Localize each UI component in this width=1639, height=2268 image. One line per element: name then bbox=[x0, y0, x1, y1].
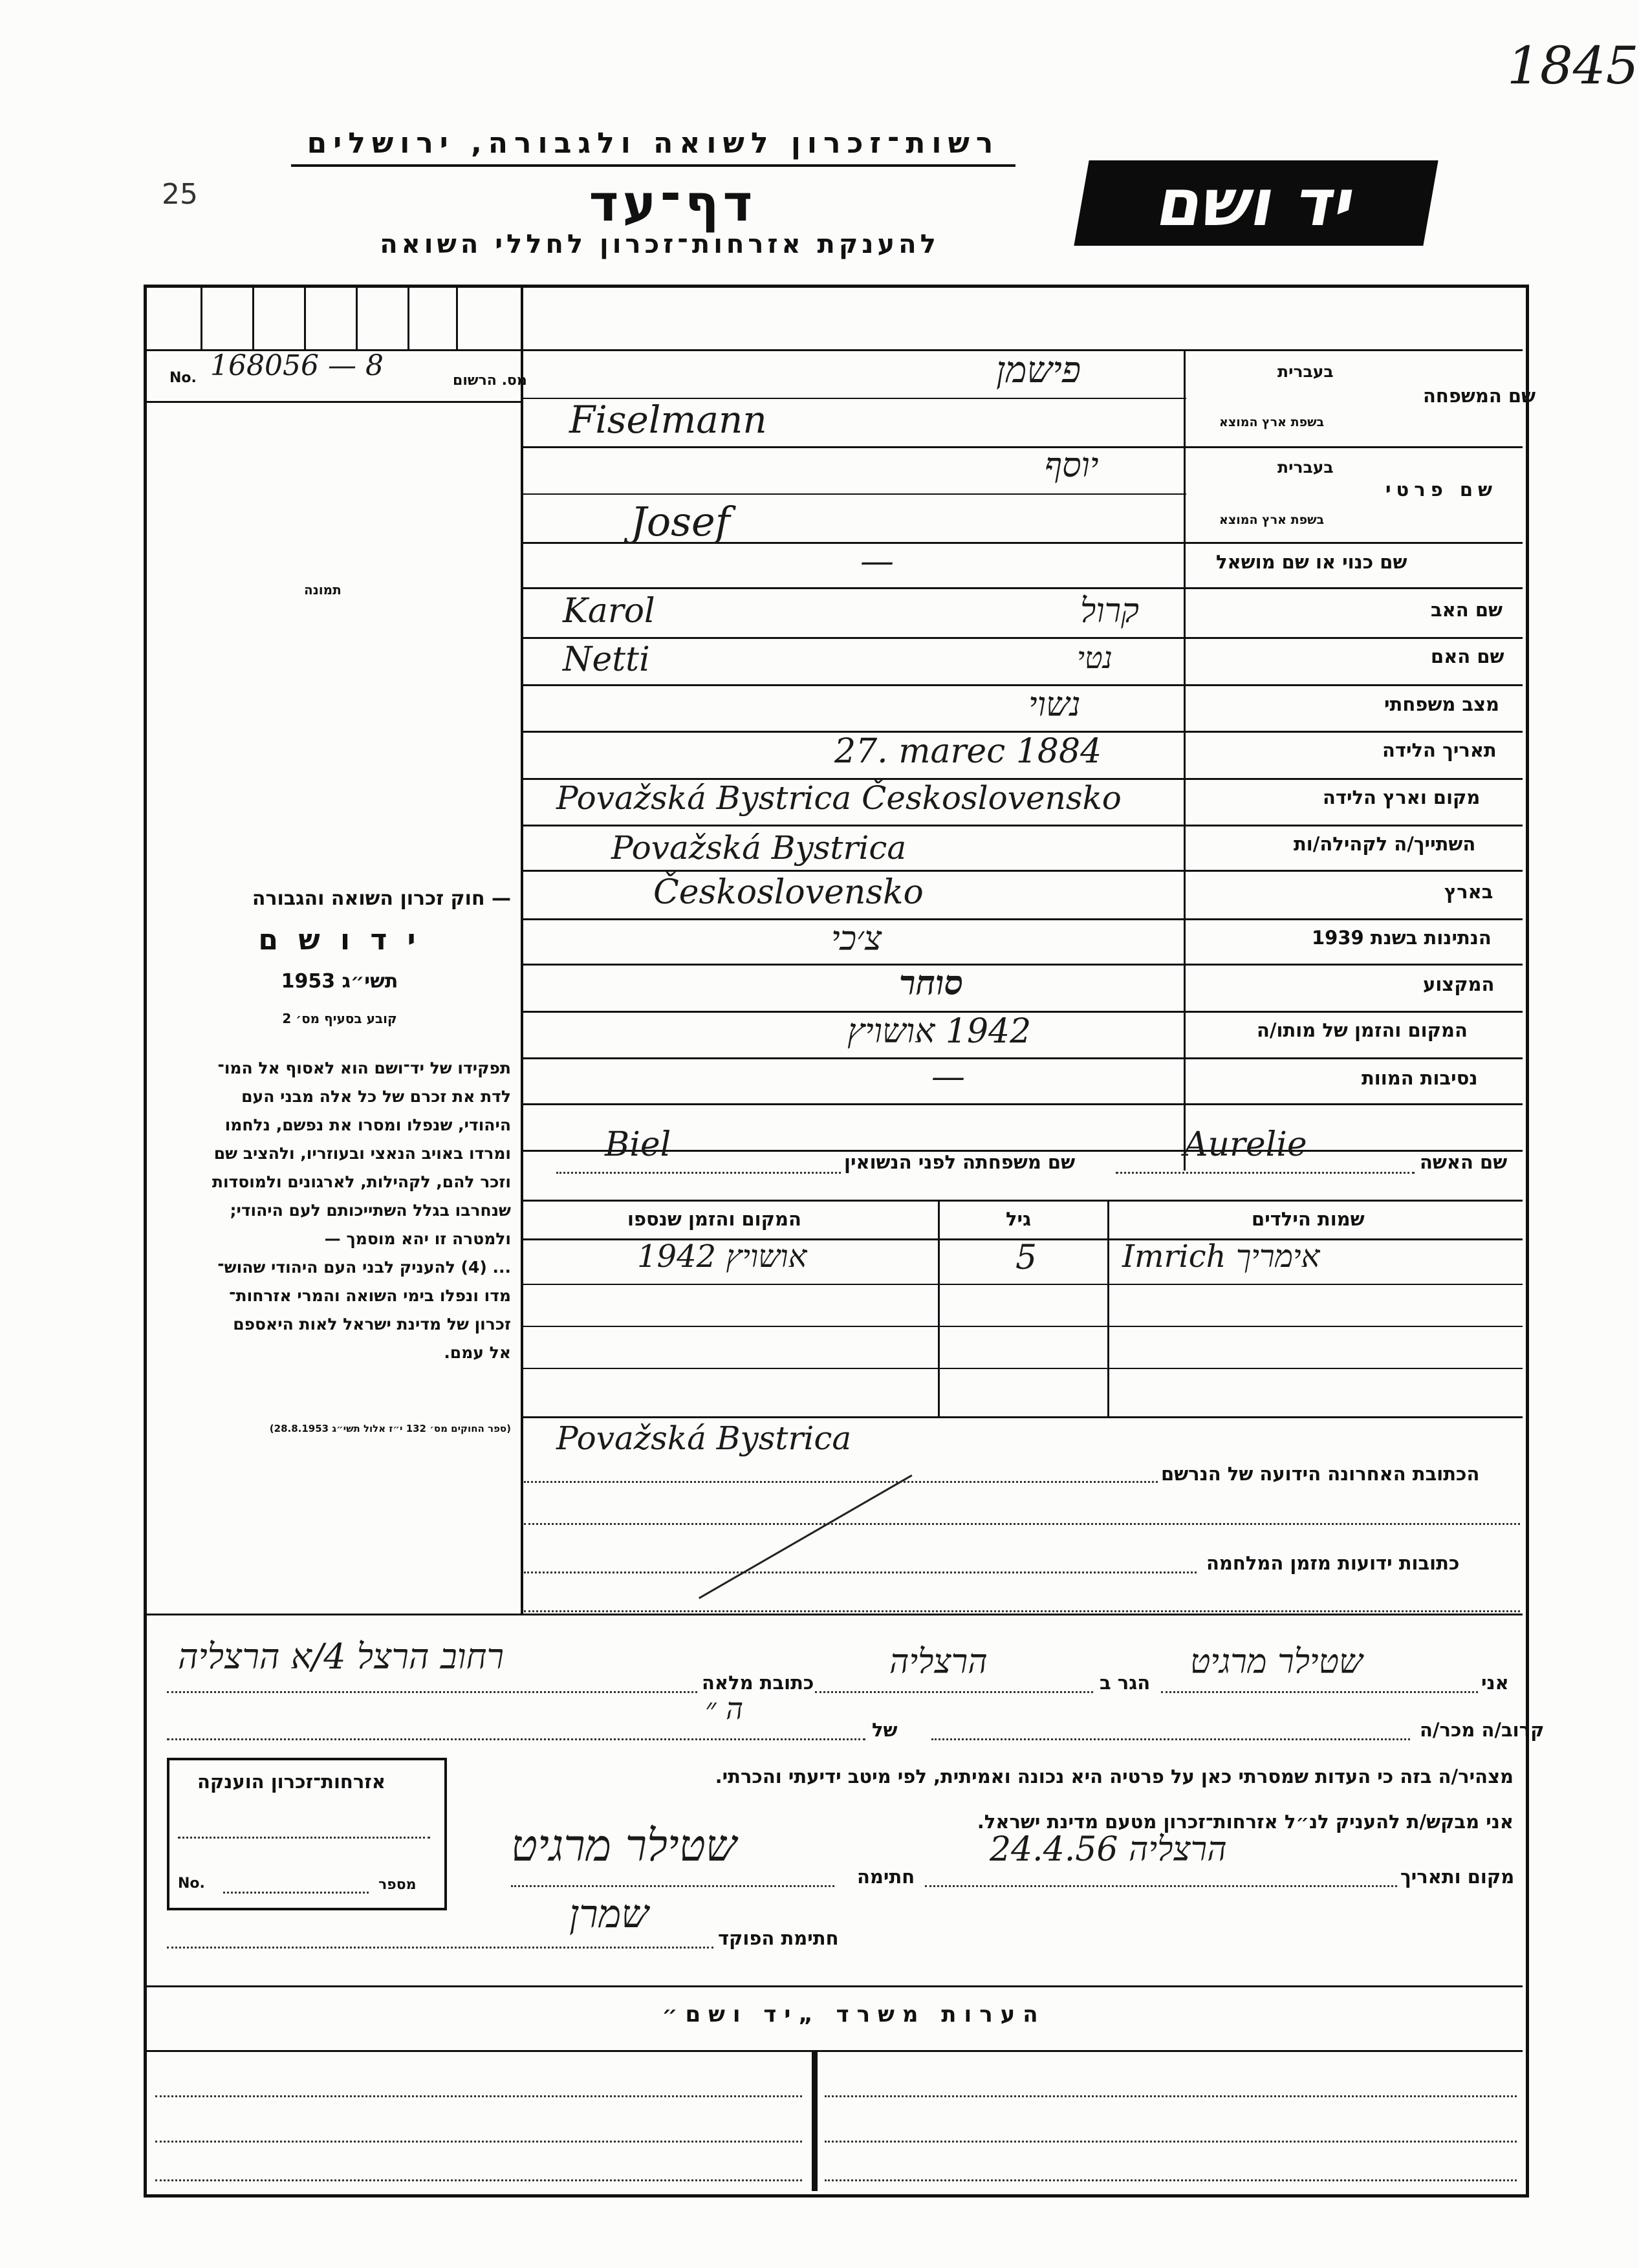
stamp-number: 25 bbox=[162, 178, 198, 211]
community-value: Považská Bystrica bbox=[611, 829, 907, 867]
declaration-text: מצהיר/ה בזה כי העדות שמסרתי כאן על פרטיה היא נכונה ואמיתית, לפי מיטב ידיעתי והכרתי. bbox=[715, 1766, 1514, 1787]
death-circumstances-value: — bbox=[931, 1057, 965, 1096]
wife-maiden-label: שם משפחתה לפני הנשואין bbox=[844, 1151, 1076, 1173]
authority-name: רשות־זכרון לשואה ולגבורה, ירושלים bbox=[307, 127, 1000, 160]
citizenship-no-label: No. bbox=[178, 1875, 205, 1892]
place-date-label: מקום ותאריך bbox=[1400, 1866, 1515, 1888]
declarant-i-label: אני bbox=[1481, 1672, 1509, 1694]
child-name: Imrich אימריך bbox=[1122, 1238, 1320, 1275]
law-line: היהודי, שנפלו ומסרו את נפשם, נלחמו bbox=[224, 1116, 511, 1134]
family-name-origin-label: בשפת ארץ המוצא bbox=[1219, 415, 1325, 429]
death-place-time-label: המקום והזמן של מותו/ה bbox=[1257, 1019, 1468, 1041]
last-address-value: Považská Bystrica bbox=[556, 1420, 852, 1457]
office-notes-title: הערות משרד „יד ושם״ bbox=[662, 2002, 1046, 2027]
death-place-time-value: 1942 אושויץ bbox=[847, 1012, 1032, 1051]
family-name-origin-value: Fiselmann bbox=[569, 398, 767, 442]
first-name-hebrew-label: בעברית bbox=[1277, 458, 1334, 477]
country-value: Československo bbox=[653, 873, 924, 912]
children-names-header: שמות הילדים bbox=[1252, 1208, 1365, 1230]
nickname-value: — bbox=[860, 542, 894, 581]
citizenship-1939-value: צ׳כי bbox=[831, 920, 882, 958]
declarant-name-value: שטילר מרגיט bbox=[1190, 1643, 1363, 1681]
relative-label: קרוב/ה מכר/ה bbox=[1420, 1719, 1545, 1741]
law-year: תשי״ג 1953 bbox=[281, 970, 398, 993]
mother-value: Netti bbox=[563, 640, 650, 679]
law-line: וזכר להם, לקהילות, לארגונים ולמוסדות bbox=[212, 1172, 511, 1191]
first-name-hebrew-value: יוסף bbox=[1045, 446, 1099, 485]
law-line: מדו ונפלו בימי השואה והמרי אזרחות־ bbox=[229, 1286, 511, 1305]
law-name: י ד ו ש ם bbox=[258, 923, 421, 956]
registration-label: מס. הרשום bbox=[453, 373, 527, 389]
law-line: תפקידו של יד־ושם הוא לאסוף אל המו־ bbox=[217, 1059, 511, 1077]
family-name-hebrew-value: פישמן bbox=[996, 349, 1081, 391]
mother-hebrew-value: נטי bbox=[1077, 640, 1113, 675]
community-label: השתייך/ה לקהילה/ות bbox=[1294, 833, 1476, 855]
country-label: בארץ bbox=[1444, 881, 1493, 903]
children-place-time-header: המקום והזמן שנספו bbox=[627, 1208, 801, 1230]
child-age: 5 bbox=[1015, 1238, 1037, 1277]
registration-no-label: No. bbox=[169, 370, 197, 386]
law-line: אל עמם. bbox=[444, 1343, 511, 1362]
photo-label: תמונה bbox=[304, 582, 342, 598]
occupation-label: המקצוע bbox=[1423, 973, 1495, 995]
children-age-header: גיל bbox=[1006, 1208, 1032, 1230]
child-place-time: 1942 אושויץ bbox=[637, 1238, 807, 1275]
death-circumstances-label: נסיבות המוות bbox=[1362, 1067, 1478, 1089]
family-name-hebrew-label: בעברית bbox=[1277, 362, 1334, 381]
form-subtitle: להענקת אזרחות־זכרון לחללי השואה bbox=[380, 230, 940, 259]
authority-underline bbox=[291, 164, 1015, 167]
citizenship-number-label: מספר bbox=[378, 1877, 417, 1893]
mother-label: שם האם bbox=[1431, 645, 1504, 667]
wife-label: שם האשה bbox=[1420, 1151, 1508, 1173]
birth-place-label: מקום וארץ הלידה bbox=[1323, 786, 1481, 808]
first-name-origin-value: Josef bbox=[631, 498, 730, 545]
signature-value: שטילר מרגיט bbox=[511, 1820, 737, 1872]
birth-date-value: 27. marec 1884 bbox=[834, 732, 1102, 771]
birth-place-value: Považská Bystrica Československo bbox=[556, 779, 1122, 817]
relative-value: ה ״ bbox=[705, 1691, 744, 1726]
occupation-value: סוחר bbox=[899, 964, 964, 1003]
wife-maiden-value: Biel bbox=[605, 1125, 671, 1164]
law-footnote: (ספר החוקים מס׳ 132 י״ז אלול תשי״ג 28.8.1953) bbox=[269, 1423, 511, 1434]
page-number: 1845 bbox=[1507, 36, 1639, 96]
father-hebrew-value: קרול bbox=[1080, 592, 1139, 631]
request-text: אני מבקש/ת להעניק לנ״ל אזרחות־זכרון מטעם מדינת ישראל. bbox=[977, 1811, 1514, 1833]
law-line: ... (4) להעניק לבני העם היהודי שהוש־ bbox=[217, 1258, 511, 1277]
resides-label: הגר ב bbox=[1100, 1672, 1151, 1694]
father-label: שם האב bbox=[1431, 599, 1503, 621]
yad-vashem-logo: יד ושם bbox=[1074, 160, 1438, 246]
first-name-label: שם פרטי bbox=[1385, 479, 1498, 501]
law-body bbox=[162, 1054, 511, 1367]
citizenship-granted-title: אזרחות־זכרון הוענקה bbox=[197, 1771, 386, 1793]
officer-signature-value: שמרן bbox=[569, 1892, 649, 1937]
law-line: זכרון של מדינת ישראל לאות היאספם bbox=[233, 1315, 511, 1334]
law-clause: קובע בסעיף מס׳ 2 bbox=[282, 1011, 397, 1026]
marital-status-value: נשוי bbox=[1028, 686, 1081, 724]
nickname-label: שם כנוי או שם מושאל bbox=[1216, 551, 1407, 573]
full-address-value: רחוב הרצל 4/א הרצליה bbox=[178, 1636, 505, 1677]
place-date-value: הרצליה 24.4.56 bbox=[990, 1830, 1227, 1869]
signature-label: חתימה bbox=[857, 1866, 915, 1888]
full-address-label: כתובת מלאה bbox=[702, 1672, 814, 1694]
wife-value: Aurelie bbox=[1184, 1125, 1307, 1164]
law-title: — חוק זכרון השואה והגבורה bbox=[252, 887, 511, 910]
law-line: לדת את זכרם של כל אלה מבני העם bbox=[241, 1087, 511, 1106]
registration-value: 168056 — 8 bbox=[210, 349, 384, 382]
resides-value: הרצליה bbox=[889, 1643, 988, 1681]
wartime-address-label: כתובות ידועות מזמן המלחמה bbox=[1206, 1552, 1460, 1574]
citizenship-1939-label: הנתינות בשנת 1939 bbox=[1312, 927, 1492, 949]
family-name-label: שם המשפחה bbox=[1423, 385, 1536, 407]
of-label: של bbox=[872, 1719, 898, 1741]
officer-signature-label: חתימת הפוקד bbox=[718, 1927, 839, 1949]
father-value: Karol bbox=[563, 592, 655, 631]
law-line: ומרדו באויב הנאצי ובעוזריו, ולהציב שם bbox=[213, 1144, 511, 1163]
marital-status-label: מצב משפחתי bbox=[1384, 693, 1500, 715]
birth-date-label: תאריך הלידה bbox=[1382, 739, 1497, 761]
first-name-origin-label: בשפת ארץ המוצא bbox=[1219, 513, 1325, 527]
last-address-label: הכתובת האחרונה הידועה של הנרשם bbox=[1161, 1463, 1480, 1485]
form-title: דף־עד bbox=[589, 175, 757, 233]
law-line: ולמטרה זו יהא מוסמך — bbox=[324, 1229, 511, 1248]
law-line: שנחרבו בגלל השתייכותם לעם היהודי; bbox=[230, 1201, 511, 1220]
